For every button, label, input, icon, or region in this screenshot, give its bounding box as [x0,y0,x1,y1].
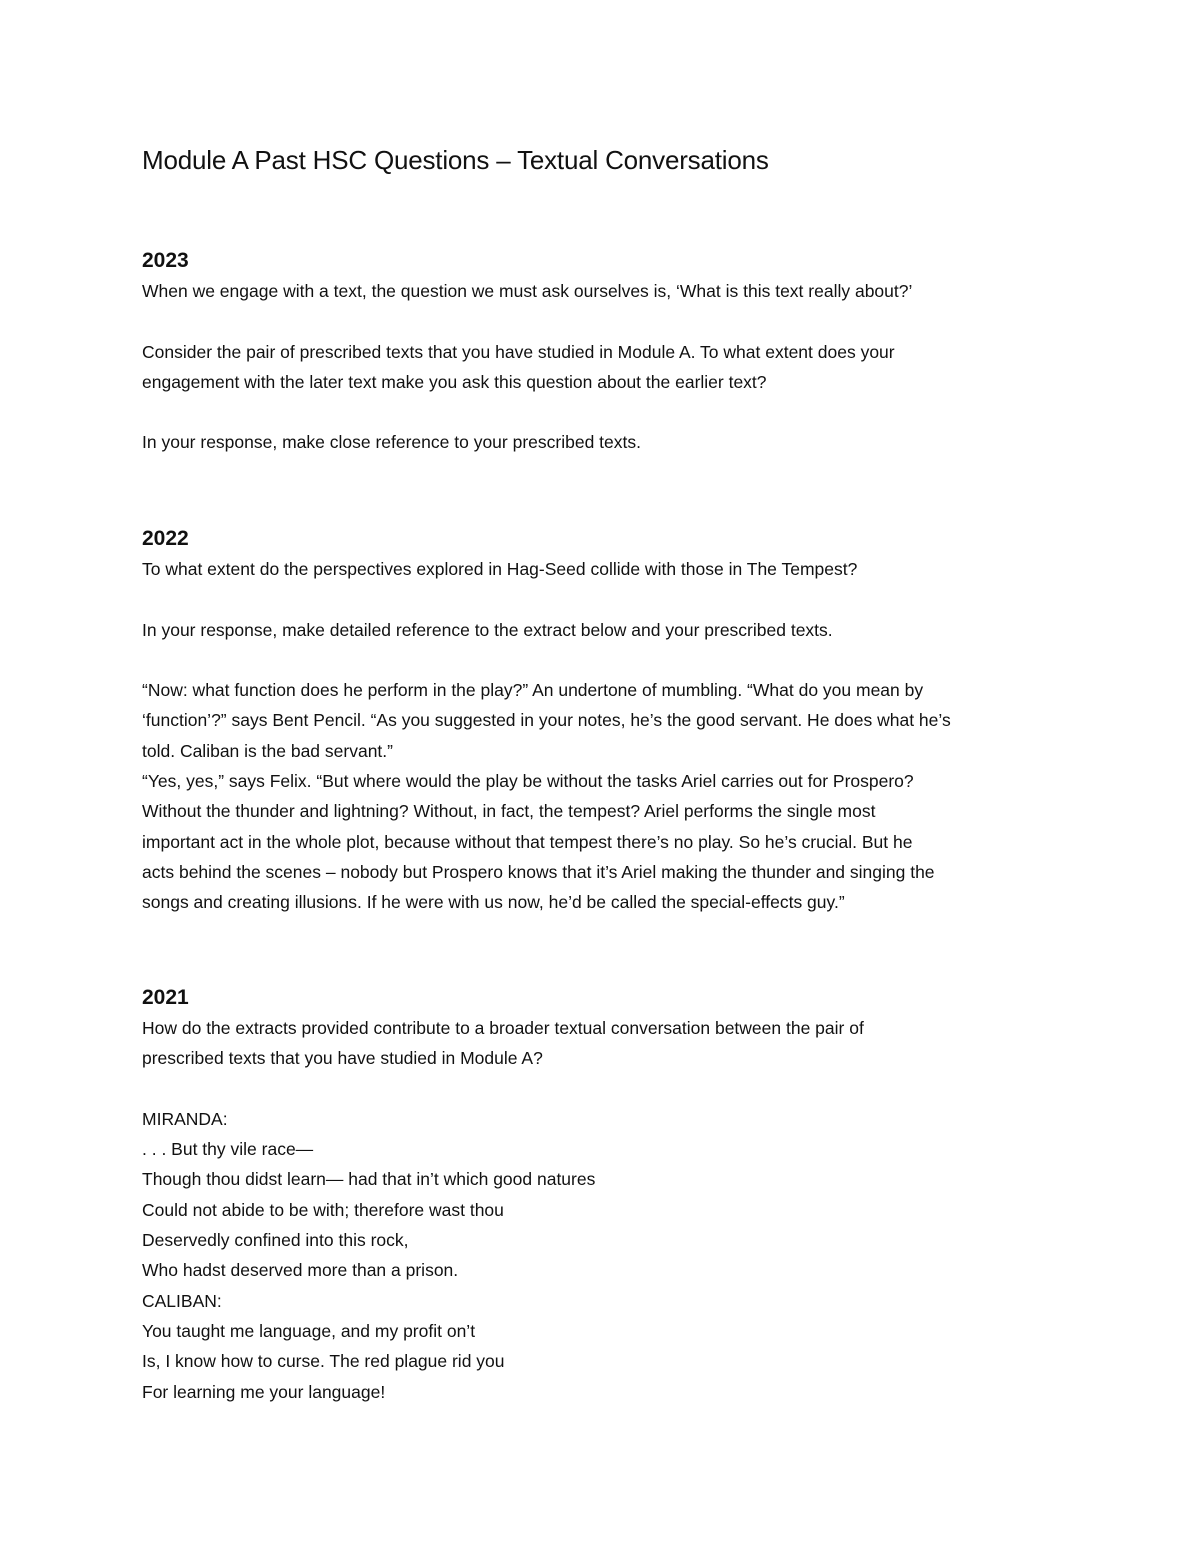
extract-line: ‘function’?” says Bent Pencil. “As you suggested in your notes, he’s the good servant. He does what he’s [142,710,951,731]
extract-line: Is, I know how to curse. The red plague rid you [142,1351,505,1372]
section-2021 [142,983,1062,1407]
question-line: To what extent do the perspectives explored in Hag-Seed collide with those in The Tempest? [142,559,858,579]
extract-line: MIRANDA: [142,1108,228,1129]
document-page [142,140,1062,1402]
question-line: In your response, make close reference to your prescribed texts. [142,432,641,453]
section-2023 [142,246,1062,458]
extract-line: You taught me language, and my profit on’t [142,1320,476,1341]
extract-line: “Now: what function does he perform in the play?” An undertone of mumbling. “What do you mean by [142,680,924,701]
extract-line: “Yes, yes,” says Felix. “But where would the play be without the tasks Ariel carries out for Prospero? [142,771,914,792]
question-line: In your response, make detailed reference to the extract below and your prescribed texts. [142,619,833,640]
extract-line: Who hadst deserved more than a prison. [142,1260,459,1281]
extract-line: For learning me your language! [142,1381,386,1402]
section-year: 2022 [142,527,189,550]
question-line: prescribed texts that you have studied in Module A? [142,1048,543,1069]
question-line: Consider the pair of prescribed texts that you have studied in Module A. To what extent does your [142,341,895,362]
extract-line: songs and creating illusions. If he were with us now, he’d be called the special-effects guy.” [142,892,845,913]
extract-line: told. Caliban is the bad servant.” [142,740,393,761]
extract-line: Could not abide to be with; therefore wast thou [142,1199,504,1220]
section-2022 [142,524,1062,918]
extract-line: important act in the whole plot, because without that tempest there’s no play. So he’s crucial. But he [142,831,913,852]
question-line: How do the extracts provided contribute to a broader textual conversation between the pair of [142,1018,864,1038]
extract-line: Without the thunder and lightning? Without, in fact, the tempest? Ariel performs the single most [142,801,876,822]
extract-line: acts behind the scenes – nobody but Prospero knows that it’s Ariel making the thunder and singing the [142,861,935,882]
extract-line: . . . But thy vile race— [142,1139,314,1160]
section-year: 2023 [142,249,189,272]
question-line: When we engage with a text, the question we must ask ourselves is, ‘What is this text really about?’ [142,281,913,301]
section-year: 2021 [142,986,189,1009]
extract-line: CALIBAN: [142,1290,222,1311]
question-line: engagement with the later text make you ask this question about the earlier text? [142,371,767,392]
extract-line: Deservedly confined into this rock, [142,1230,409,1251]
document-title: Module A Past HSC Questions – Textual Conversations [142,145,769,175]
extract-line: Though thou didst learn— had that in’t which good natures [142,1169,596,1190]
